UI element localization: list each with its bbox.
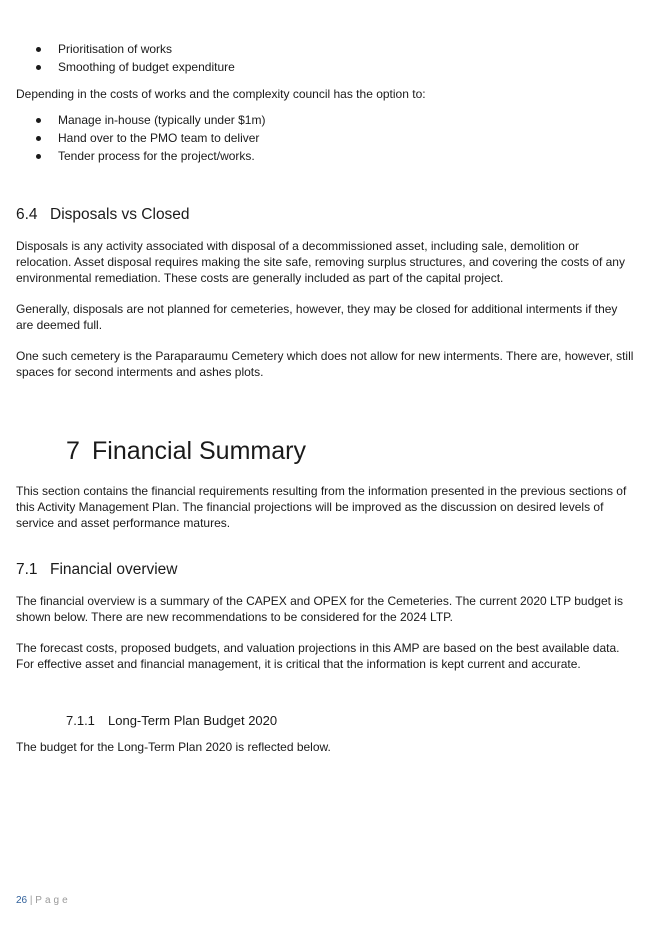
disposals-paragraph: Disposals is any activity associated with disposal of a decommissioned asset, including sale, demolition or relocation. Asset disposal requires making the site safe, removing surplus structures, and covering the costs of any environmental remediation. These costs are generally included as part of the capital project. <box>16 239 625 285</box>
section-7-1-1-heading <box>66 713 277 729</box>
list-item: Smoothing of budget expenditure <box>0 59 600 77</box>
forecast-costs-paragraph: The forecast costs, proposed budgets, and valuation projections in this AMP are based on the best available data. For effective asset and financial management, it is critical that the information is kept current and accurate. <box>16 641 620 671</box>
section-title: Financial overview <box>50 561 178 578</box>
bullet-list-priorities <box>0 41 600 77</box>
section-number: 6.4 <box>16 206 38 223</box>
page-number: 26 <box>16 895 28 906</box>
list-item: Hand over to the PMO team to deliver <box>0 130 600 148</box>
paraparaumu-paragraph: One such cemetery is the Paraparaumu Cemetery which does not allow for new interments. There are, however, still spaces for second interments and ashes plots. <box>16 349 634 379</box>
ltp-budget-paragraph: The budget for the Long-Term Plan 2020 is reflected below. <box>16 740 331 754</box>
page-footer <box>16 895 71 907</box>
financial-overview-paragraph: The financial overview is a summary of the CAPEX and OPEX for the Cemeteries. The current 2020 LTP budget is shown below. There are new recommendations to be considered for the 2024 LTP. <box>16 594 623 624</box>
section-6-4-heading <box>16 205 634 225</box>
cemeteries-closure-paragraph: Generally, disposals are not planned for cemeteries, however, they may be closed for additional interments if they are deemed full. <box>16 302 618 332</box>
chapter-7-heading <box>66 436 306 466</box>
list-item: Manage in-house (typically under $1m) <box>0 112 600 130</box>
list-item: Tender process for the project/works. <box>0 148 600 166</box>
section-7-1-heading <box>16 560 634 580</box>
list-item: Prioritisation of works <box>0 41 600 59</box>
section-title: Disposals vs Closed <box>50 206 190 223</box>
chapter-title: Financial Summary <box>92 437 306 465</box>
financial-summary-paragraph: This section contains the financial requirements resulting from the information presented in the previous sections of this Activity Management Plan. The financial projections will be improved as the discussion on desired levels of service and asset performance matures. <box>16 484 627 530</box>
footer-separator: | <box>29 895 33 906</box>
bullet-list-options <box>0 112 600 166</box>
options-intro-paragraph: Depending in the costs of works and the complexity council has the option to: <box>16 87 426 101</box>
page-label: Page <box>35 895 71 906</box>
section-number: 7.1.1 <box>66 713 95 728</box>
section-title: Long-Term Plan Budget 2020 <box>108 713 278 728</box>
chapter-number: 7 <box>66 437 80 465</box>
section-number: 7.1 <box>16 561 38 578</box>
